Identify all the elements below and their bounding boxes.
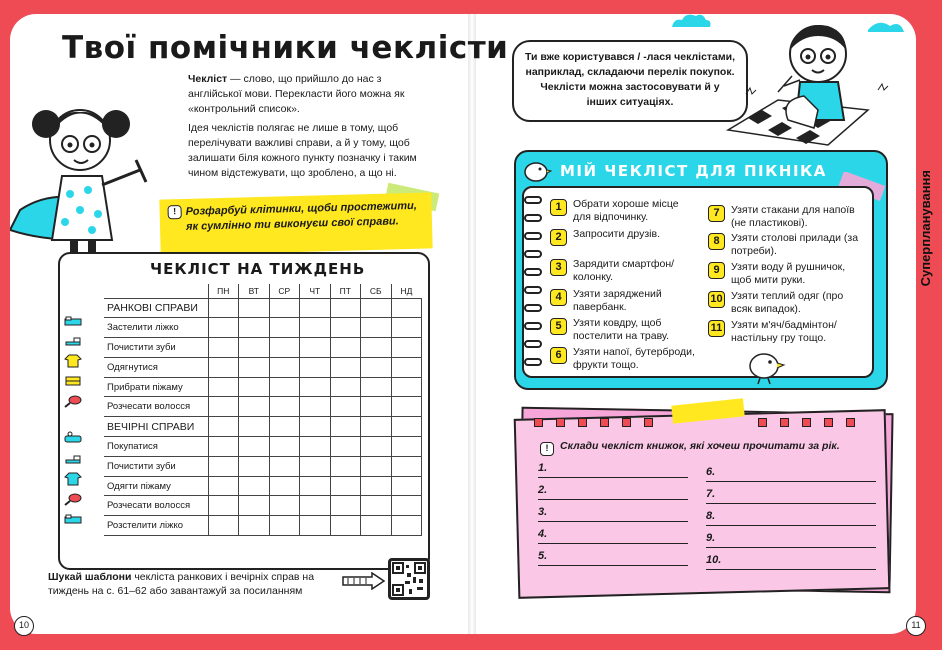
check-cell[interactable]	[391, 377, 422, 397]
check-cell[interactable]	[239, 437, 270, 457]
notebook-hole	[824, 418, 833, 427]
notebook-hole	[600, 418, 609, 427]
check-cell[interactable]	[300, 437, 331, 457]
check-cell[interactable]	[361, 338, 392, 358]
table-row	[104, 377, 422, 397]
check-cell[interactable]	[391, 456, 422, 476]
check-cell[interactable]	[269, 496, 300, 516]
bed-icon	[64, 512, 82, 526]
books-checklist-card	[514, 409, 891, 599]
table-row	[104, 437, 422, 457]
check-cell[interactable]	[330, 516, 361, 536]
check-cell[interactable]	[269, 456, 300, 476]
check-cell[interactable]	[361, 397, 392, 417]
notebook-hole	[758, 418, 767, 427]
day-header: ПТ	[330, 284, 361, 298]
check-cell[interactable]	[361, 437, 392, 457]
item-text: Узяти теплий одяг (про всяк випадок).	[731, 290, 844, 315]
check-cell[interactable]	[391, 338, 422, 358]
task-label: Почистити зуби	[104, 338, 208, 358]
list-item	[708, 204, 862, 230]
check-cell[interactable]	[208, 377, 239, 397]
list-item	[708, 290, 862, 316]
footer-body: чекліста ранкових і вечірніх справ на тиждень на с. 61–62 або завантажуй за посиланням	[48, 571, 315, 597]
check-cell[interactable]	[300, 357, 331, 377]
check-cell[interactable]	[330, 318, 361, 338]
list-item	[550, 198, 698, 224]
section-side-label: Суперпланування	[918, 170, 933, 287]
book-entry-line[interactable]: 7.	[706, 488, 876, 504]
item-number: 5	[550, 318, 567, 335]
check-cell[interactable]	[361, 357, 392, 377]
check-cell[interactable]	[239, 338, 270, 358]
list-item	[550, 346, 698, 372]
item-number: 6	[550, 347, 567, 364]
item-text: Узяти напої, бутерброди, фрукти тощо.	[573, 346, 695, 371]
check-cell[interactable]	[361, 456, 392, 476]
item-number: 3	[550, 259, 567, 276]
book-entry-line[interactable]: 4.	[538, 528, 688, 544]
list-item	[708, 232, 862, 258]
notebook-hole	[846, 418, 855, 427]
item-number: 8	[708, 233, 725, 250]
check-cell[interactable]	[239, 516, 270, 536]
day-header: СР	[269, 284, 300, 298]
binder-ring	[524, 322, 542, 330]
qr-code-icon[interactable]	[388, 558, 430, 600]
check-cell[interactable]	[391, 496, 422, 516]
morning-section-row	[104, 298, 422, 318]
toothbrush-icon	[64, 452, 82, 466]
check-cell[interactable]	[300, 318, 331, 338]
book-spine	[468, 14, 476, 634]
table-row	[104, 456, 422, 476]
binder-ring	[524, 304, 542, 312]
speech-bubble	[512, 40, 748, 122]
check-cell[interactable]	[208, 476, 239, 496]
notebook-hole	[578, 418, 587, 427]
book-entry-line[interactable]: 8.	[706, 510, 876, 526]
item-text: Запросити друзів.	[573, 228, 660, 240]
check-cell[interactable]	[208, 338, 239, 358]
item-number: 9	[708, 262, 725, 279]
check-cell[interactable]	[239, 397, 270, 417]
check-cell[interactable]	[239, 318, 270, 338]
toothbrush-icon	[64, 334, 82, 348]
check-cell[interactable]	[269, 338, 300, 358]
check-cell[interactable]	[208, 456, 239, 476]
tip-note	[159, 192, 432, 255]
check-cell[interactable]	[300, 377, 331, 397]
item-number: 11	[708, 320, 725, 337]
table-row	[104, 516, 422, 536]
check-cell[interactable]	[391, 357, 422, 377]
pajamas-icon	[64, 472, 82, 486]
task-label: Почистити зуби	[104, 456, 208, 476]
notebook-hole	[534, 418, 543, 427]
check-cell[interactable]	[208, 318, 239, 338]
item-text: Обрати хороше місце для відпочинку.	[573, 198, 679, 223]
day-header: ВТ	[239, 284, 270, 298]
check-cell[interactable]	[239, 456, 270, 476]
evening-section-row	[104, 417, 422, 437]
books-prompt	[540, 440, 840, 454]
binder-ring	[524, 250, 542, 258]
item-text: Узяти стакани для напоїв (не пластикові).	[731, 204, 855, 229]
check-cell[interactable]	[330, 437, 361, 457]
check-cell[interactable]	[269, 476, 300, 496]
check-cell[interactable]	[300, 476, 331, 496]
check-cell[interactable]	[269, 437, 300, 457]
list-item	[550, 317, 698, 343]
check-cell[interactable]	[361, 496, 392, 516]
check-cell[interactable]	[269, 357, 300, 377]
check-cell[interactable]	[361, 476, 392, 496]
lightbulb-icon: !	[540, 442, 554, 456]
intro-paragraph-2: Ідея чеклістів полягає не лише в тому, щоб перелічувати важливі справи, а й у тому, щоб залишати біля кожного пункту позначку і таким чином відстежувати, що зроблено, а що ні.	[188, 122, 417, 179]
check-cell[interactable]	[269, 377, 300, 397]
page-title: Твої помічники чеклісти	[62, 30, 509, 66]
list-item	[708, 319, 862, 345]
notebook-hole	[556, 418, 565, 427]
check-cell[interactable]	[391, 516, 422, 536]
footer-bold: Шукай шаблони	[48, 571, 132, 583]
morning-section-label: РАНКОВІ СПРАВИ	[104, 298, 208, 318]
hairbrush-icon	[64, 492, 82, 506]
page-number-left: 10	[14, 616, 34, 636]
check-cell[interactable]	[269, 397, 300, 417]
bird-icon	[522, 156, 552, 184]
task-label: Розстелити ліжко	[104, 516, 208, 536]
check-cell[interactable]	[300, 397, 331, 417]
check-cell[interactable]	[269, 318, 300, 338]
item-text: Узяти воду й рушничок, щоб мити руки.	[731, 261, 846, 286]
table-row	[104, 318, 422, 338]
day-header: ПН	[208, 284, 239, 298]
list-item	[550, 258, 698, 284]
check-cell[interactable]	[361, 377, 392, 397]
table-row	[104, 338, 422, 358]
item-text: Узяти ковдру, щоб постелити на траву.	[573, 317, 670, 342]
header-blank	[104, 284, 208, 298]
binder-ring	[524, 358, 542, 366]
tip-text: Розфарбуй клітинки, щоби простежити, як сумлінно ти виконуєш свої справи.	[185, 199, 417, 233]
binder-ring	[524, 214, 542, 222]
intro-term: Чекліст	[188, 73, 228, 85]
check-cell[interactable]	[208, 357, 239, 377]
check-cell[interactable]	[391, 476, 422, 496]
evening-section-label: ВЕЧІРНІ СПРАВИ	[104, 417, 208, 437]
item-text: Зарядити смартфон/колонку.	[573, 258, 675, 283]
weekly-checklist-table	[104, 284, 422, 536]
books-prompt-text: Склади чекліст книжок, які хочеш прочитати за рік.	[560, 440, 840, 452]
check-cell[interactable]	[391, 437, 422, 457]
check-cell[interactable]	[330, 377, 361, 397]
notebook-hole	[622, 418, 631, 427]
cloud-icon	[670, 12, 712, 28]
check-cell[interactable]	[330, 397, 361, 417]
section-side-tab	[916, 14, 942, 634]
item-number: 2	[550, 229, 567, 246]
check-cell[interactable]	[330, 456, 361, 476]
lightbulb-icon: !	[167, 205, 181, 219]
task-label: Розчесати волосся	[104, 397, 208, 417]
weekly-checklist-title: ЧЕКЛІСТ НА ТИЖДЕНЬ	[150, 260, 366, 278]
check-cell[interactable]	[269, 516, 300, 536]
days-header-row	[104, 284, 422, 298]
picnic-checklist-title: МІЙ ЧЕКЛІСТ ДЛЯ ПІКНІКА	[560, 162, 827, 180]
check-cell[interactable]	[361, 318, 392, 338]
check-cell[interactable]	[300, 456, 331, 476]
check-cell[interactable]	[239, 496, 270, 516]
check-cell[interactable]	[208, 516, 239, 536]
book-entry-line[interactable]: 6.	[706, 466, 876, 482]
check-cell[interactable]	[300, 516, 331, 536]
task-label: Одягнутися	[104, 357, 208, 377]
item-text: Узяти м'яч/бадмінтон/настільну гру тощо.	[731, 319, 837, 344]
item-number: 4	[550, 289, 567, 306]
table-row	[104, 476, 422, 496]
intro-definition: — слово, що прийшло до нас з англійської мови. Перекласти його можна як «контрольний список».	[188, 73, 405, 115]
book-entry-line[interactable]: 9.	[706, 532, 876, 548]
item-text: Узяти заряджений павербанк.	[573, 288, 662, 313]
binder-ring	[524, 268, 542, 276]
check-cell[interactable]	[300, 338, 331, 358]
check-cell[interactable]	[208, 496, 239, 516]
check-cell[interactable]	[239, 377, 270, 397]
check-cell[interactable]	[330, 338, 361, 358]
intro-text	[188, 72, 428, 181]
day-header: ЧТ	[300, 284, 331, 298]
shirt-icon	[64, 354, 82, 368]
check-cell[interactable]	[391, 397, 422, 417]
check-cell[interactable]	[239, 476, 270, 496]
list-item	[708, 261, 862, 287]
binder-ring	[524, 196, 542, 204]
task-label: Застелити ліжко	[104, 318, 208, 338]
task-label: Прибрати піжаму	[104, 377, 208, 397]
notebook-hole	[780, 418, 789, 427]
book-entry-line[interactable]: 2.	[538, 484, 688, 500]
check-cell[interactable]	[330, 357, 361, 377]
check-cell[interactable]	[361, 516, 392, 536]
check-cell[interactable]	[239, 357, 270, 377]
speech-bubble-text: Ти вже користувався / -лася чеклістами, наприклад, складаючи перелік покупок. Чеклісти можна застосовувати й у інших ситуаціях.	[524, 51, 736, 108]
check-cell[interactable]	[330, 496, 361, 516]
book-entry-line[interactable]: 10.	[706, 554, 876, 570]
book-entry-line[interactable]: 3.	[538, 506, 688, 522]
day-header: СБ	[361, 284, 392, 298]
folded-pajamas-icon	[64, 374, 82, 388]
task-label: Одягти піжаму	[104, 476, 208, 496]
book-entry-line[interactable]: 5.	[538, 550, 688, 566]
item-number: 10	[708, 291, 725, 308]
table-row	[104, 357, 422, 377]
task-label: Покупатися	[104, 437, 208, 457]
table-row	[104, 397, 422, 417]
boy-picnic-illustration	[718, 10, 914, 150]
binder-ring	[524, 340, 542, 348]
notebook-hole	[644, 418, 653, 427]
footer-text	[48, 570, 348, 598]
hairbrush-icon	[64, 394, 82, 408]
check-cell[interactable]	[330, 476, 361, 496]
bed-icon	[64, 314, 82, 328]
book-entry-line[interactable]: 1.	[538, 462, 688, 478]
item-number: 1	[550, 199, 567, 216]
day-header: НД	[391, 284, 422, 298]
check-cell[interactable]	[300, 496, 331, 516]
item-number: 7	[708, 205, 725, 222]
page-number-right: 11	[906, 616, 926, 636]
list-item	[550, 228, 698, 246]
check-cell[interactable]	[208, 397, 239, 417]
check-cell[interactable]	[391, 318, 422, 338]
check-cell[interactable]	[208, 437, 239, 457]
notebook-hole	[802, 418, 811, 427]
bird-icon	[744, 346, 788, 386]
binder-ring	[524, 286, 542, 294]
bathtub-icon	[64, 430, 82, 444]
task-label: Розчесати волосся	[104, 496, 208, 516]
list-item	[550, 288, 698, 314]
intro-paragraph-1	[188, 72, 428, 117]
item-text: Узяти столові прилади (за потреби).	[731, 232, 859, 257]
binder-ring	[524, 232, 542, 240]
table-row	[104, 496, 422, 516]
arrow-icon	[342, 572, 386, 590]
